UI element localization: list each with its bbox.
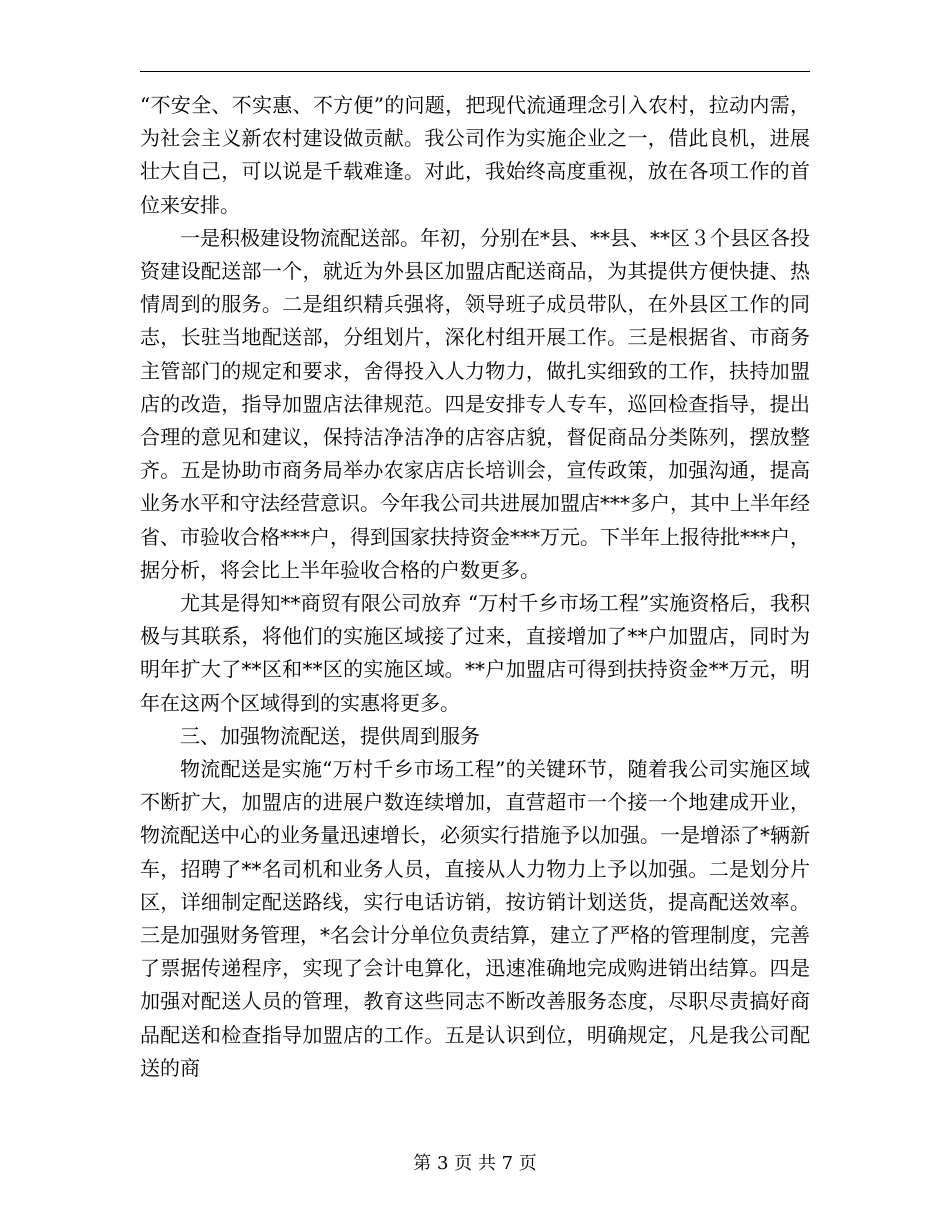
- page-number: 第 3 页 共 7 页: [413, 1153, 537, 1174]
- paragraph-logistics-department: 一是积极建设物流配送部。年初，分别在*县、**县、**区３个县区各投资建设配送部一个，就近为外县区加盟店配送商品，为其提供方便快捷、热情周到的服务。二是组织精兵强将，领导班子成员带队，在外县区工作的同志，长驻当地配送部，分组划片，深化村组开展工作。三是根据省、市商务主管部门的规定和要求，舍得投入人力物力，做扎实细致的工作，扶持加盟店的改造，指导加盟店法律规范。四是安排专人专车，巡回检查指导，提出合理的意见和建议，保持洁净洁净的店容店貌，督促商品分类陈列，摆放整齐。五是协助市商务局举办农家店店长培训会，宣传政策，加强沟通，提高业务水平和守法经营意识。今年我公司共进展加盟店***多户，其中上半年经省、市验收合格***户，得到国家扶持资金***万元。下半年上报待批***户，据分析，将会比上半年验收合格的户数更多。: [140, 225, 810, 582]
- paragraph-continuation: “不安全、不实惠、不方便”的问题，把现代流通理念引入农村，拉动内需，为社会主义新农村建设做贡献。我公司作为实施企业之一，借此良机，进展壮大自己，可以说是千载难逢。对此，我始终高度重视，放在各项工作的首位来安排。: [140, 93, 810, 217]
- paragraph-takeover: 尤其是得知**商贸有限公司放弃 “万村千乡市场工程”实施资格后，我积极与其联系，将他们的实施区域接了过来，直接增加了**户加盟店，同时为明年扩大了**区和**区的实施区域。**户加盟店可得到扶持资金**万元，明年在这两个区域得到的实惠将更多。: [140, 591, 810, 715]
- paragraph-distribution: 物流配送是实施“万村千乡市场工程”的关键环节，随着我公司实施区域不断扩大，加盟店的进展户数连续增加，直营超市一个接一个地建成开业，物流配送中心的业务量迅速增长，必须实行措施予以加强。一是增添了*辆新车，招聘了**名司机和业务人员，直接从人力物力上予以加强。二是划分片区，详细制定配送路线，实行电话访销，按访销计划送货，提高配送效率。三是加强财务管理，*名会计分单位负责结算，建立了严格的管理制度，完善了票据传递程序，实现了会计电算化，迅速准确地完成购进销出结算。四是加强对配送人员的管理，教育这些同志不断改善服务态度，尽职尽责搞好商品配送和检查指导加盟店的工作。五是认识到位，明确规定，凡是我公司配送的商: [140, 757, 810, 1080]
- section-heading: 三、加强物流配送，提供周到服务: [180, 723, 480, 748]
- body-text: [140, 89, 810, 1085]
- header-rule: [140, 71, 810, 72]
